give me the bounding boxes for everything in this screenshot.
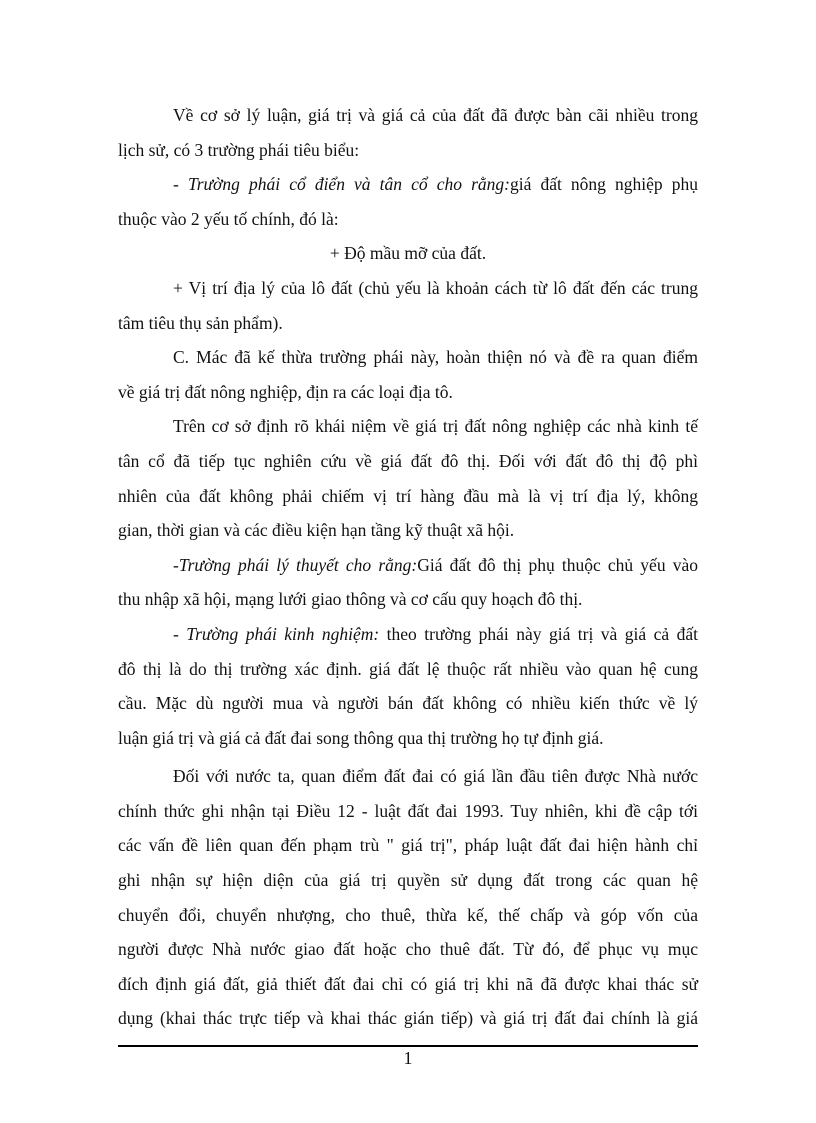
text-line: Trên cơ sở định rõ khái niệm về giá trị đất nông nghiệp các nhà kinh tế <box>173 416 698 437</box>
text-line: các vấn đề liên quan đến phạm trù " giá trị", pháp luật đất đai hiện hành chỉ <box>118 835 698 856</box>
text-line: C. Mác đã kế thừa trường phái này, hoàn thiện nó và đề ra quan điểm <box>173 347 698 368</box>
page-number: 1 <box>403 1048 413 1068</box>
text-line: cầu. Mặc dù người mua và người bán đất không có nhiều kiến thức về lý <box>118 693 698 714</box>
text-line: đô thị là do thị trường xác định. giá đất lệ thuộc rất nhiều vào quan hệ cung <box>118 658 698 679</box>
text-line: lịch sử, có 3 trường phái tiêu biểu: <box>118 139 360 160</box>
line-rest: theo trường phái này giá trị và giá cả đất <box>379 623 698 644</box>
text-line <box>118 167 698 202</box>
text-line <box>118 548 698 583</box>
text-line <box>118 617 698 652</box>
text-line: đích định giá đất, giả thiết đất đai chỉ có giá trị khi nã đã được khai thác sử <box>118 973 698 994</box>
italic-heading: Trường phái cổ điển và tân cổ cho rằng: <box>187 174 510 195</box>
paragraph <box>118 340 698 409</box>
text-line: Đối với nước ta, quan điểm đất đai có giá lần đầu tiên được Nhà nước <box>173 766 698 787</box>
italic-heading: Trường phái kinh nghiệm: <box>186 623 380 644</box>
line-rest: giá đất nông nghiệp phụ <box>509 174 699 195</box>
text-line: tâm tiêu thụ sản phẩm). <box>118 312 283 333</box>
text-line: + Vị trí địa lý của lô đất (chủ yếu là khoản cách từ lô đất đến các trung <box>173 277 698 298</box>
text-line: thu nhập xã hội, mạng lưới giao thông và cơ cấu quy hoạch đô thị. <box>118 589 583 610</box>
text-line: chính thức ghi nhận tại Điều 12 - luật đất đai 1993. Tuy nhiên, khi đề cập tới <box>118 800 698 821</box>
italic-heading: Trường phái lý thuyết cho rằng: <box>178 554 418 575</box>
line-rest: Giá đất đô thị phụ thuộc chủ yếu vào <box>417 554 698 575</box>
text-line: chuyển đổi, chuyển nhượng, cho thuê, thừa kế, thế chấp và góp vốn của <box>118 904 698 925</box>
text-line: Về cơ sở lý luận, giá trị và giá cả của đất đã được bàn cãi nhiều trong <box>173 105 698 125</box>
text-line: + Độ mầu mỡ của đất. <box>329 243 487 264</box>
text-line: thuộc vào 2 yếu tố chính, đó là: <box>118 208 339 229</box>
dash-prefix: - <box>173 623 187 644</box>
paragraph <box>118 548 698 617</box>
text-line: luận giá trị và giá cả đất đai song thông qua thị trường họ tự định giá. <box>118 727 604 748</box>
paragraph <box>118 271 698 340</box>
paragraph <box>118 759 698 1036</box>
paragraph <box>118 98 698 167</box>
paragraph <box>118 236 698 271</box>
paragraph <box>118 617 698 755</box>
text-line: dụng (khai thác trực tiếp và khai thác gián tiếp) và giá trị đất đai chính là giá <box>118 1008 698 1029</box>
text-line: nhiên của đất không phải chiếm vị trí hàng đầu mà là vị trí địa lý, không <box>118 485 698 506</box>
dash-prefix: - <box>173 174 188 195</box>
footer-divider <box>118 1045 698 1047</box>
text-line: người được Nhà nước giao đất hoặc cho thuê đất. Từ đó, để phục vụ mục <box>118 939 698 960</box>
text-line: tân cổ đã tiếp tục nghiên cứu về giá đất đô thị. Đối với đất đô thị độ phì <box>118 450 698 471</box>
paragraph <box>118 409 698 547</box>
body-text <box>118 98 698 1036</box>
text-line: ghi nhận sự hiện diện của giá trị quyền sử dụng đất trong các quan hệ <box>118 870 698 891</box>
text-line: về giá trị đất nông nghiệp, địn ra các loại địa tô. <box>118 381 453 402</box>
text-line: gian, thời gian và các điều kiện hạn tầng kỹ thuật xã hội. <box>118 520 515 541</box>
dash-prefix: - <box>173 554 179 575</box>
paragraph <box>118 167 698 236</box>
